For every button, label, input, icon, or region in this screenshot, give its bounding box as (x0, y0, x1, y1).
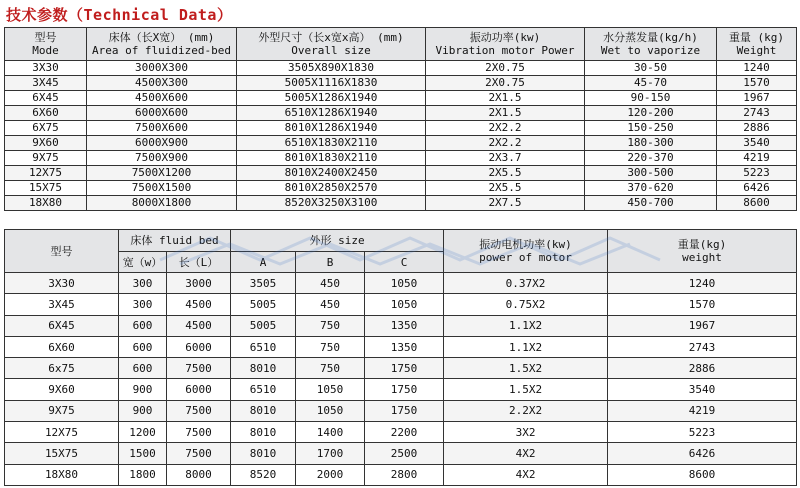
table2-cell: 4X2 (444, 464, 608, 485)
table2-row (5, 443, 797, 464)
table1-cell: 6X60 (5, 106, 87, 121)
table2-cell: 2743 (608, 336, 797, 357)
table1-cell: 6510X1286X1940 (237, 106, 426, 121)
table1-cell: 7500X600 (87, 121, 237, 136)
table1-cell: 2X2.2 (426, 121, 585, 136)
table1-cell: 220-370 (585, 151, 717, 166)
table1-cell: 300-500 (585, 166, 717, 181)
table2-cell: 8010 (231, 422, 296, 443)
table2-cell: 2886 (608, 358, 797, 379)
table1-cell: 45-70 (585, 76, 717, 91)
table2-cell: 9X75 (5, 400, 119, 421)
table1-cell: 2743 (717, 106, 797, 121)
table1-row (5, 106, 797, 121)
table2-header-size: 外形 size (231, 230, 444, 252)
table2-cell: 1.1X2 (444, 315, 608, 336)
table1-header-vaporize: 水分蒸发量(kg/h) Wet to vaporize (585, 28, 717, 61)
table1-cell: 6000X900 (87, 136, 237, 151)
table1-cell: 8010X2400X2450 (237, 166, 426, 181)
table1-cell: 3540 (717, 136, 797, 151)
table1-cell: 3X45 (5, 76, 87, 91)
table1-header-motor-power: 振动功率(kw) Vibration motor Power (426, 28, 585, 61)
table1-cell: 5223 (717, 166, 797, 181)
table2-cell: 3540 (608, 379, 797, 400)
table2-cell: 8010 (231, 400, 296, 421)
table1-row (5, 136, 797, 151)
technical-data-table-2 (4, 229, 797, 486)
page-title (6, 4, 232, 24)
table1-cell: 2X0.75 (426, 76, 585, 91)
table1-cell: 2X3.7 (426, 151, 585, 166)
table2-cell: 1967 (608, 315, 797, 336)
table2-cell: 450 (296, 273, 365, 294)
table1-cell: 6426 (717, 181, 797, 196)
table2-cell: 8010 (231, 443, 296, 464)
table2-cell: 8600 (608, 464, 797, 485)
table2-cell: 1050 (296, 379, 365, 400)
table2-cell: 6X60 (5, 336, 119, 357)
table1-cell: 2X5.5 (426, 181, 585, 196)
table2-cell: 1750 (365, 379, 444, 400)
table1-cell: 2X5.5 (426, 166, 585, 181)
table1-cell: 120-200 (585, 106, 717, 121)
table1-cell: 3505X890X1830 (237, 61, 426, 76)
table2-cell: 6510 (231, 336, 296, 357)
table2-cell: 5005 (231, 294, 296, 315)
table2-cell: 6000 (167, 379, 231, 400)
table1-row (5, 196, 797, 211)
table2-body (5, 273, 797, 486)
table2-cell: 1050 (365, 273, 444, 294)
table2-cell: 600 (119, 315, 167, 336)
table2-header-model: 型号 (5, 230, 119, 273)
table2-cell: 3000 (167, 273, 231, 294)
table2-cell: 1.1X2 (444, 336, 608, 357)
table2-cell: 600 (119, 358, 167, 379)
table1-cell: 7500X1200 (87, 166, 237, 181)
technical-data-table-1 (4, 27, 797, 211)
table1-cell: 1570 (717, 76, 797, 91)
table1-cell: 8520X3250X3100 (237, 196, 426, 211)
table2-cell: 750 (296, 336, 365, 357)
table2-cell: 1.5X2 (444, 379, 608, 400)
table2-row (5, 422, 797, 443)
table2-cell: 6510 (231, 379, 296, 400)
table2-cell: 2200 (365, 422, 444, 443)
table1-cell: 3X30 (5, 61, 87, 76)
table2-header-row-1 (5, 230, 797, 252)
table1-header-model: 型号 Mode (5, 28, 87, 61)
table1-cell: 1240 (717, 61, 797, 76)
table2-header-bed-l: 长（L） (167, 252, 231, 273)
table2-cell: 8000 (167, 464, 231, 485)
table2-cell: 1750 (365, 358, 444, 379)
table2-cell: 750 (296, 358, 365, 379)
table2-row (5, 464, 797, 485)
table1-cell: 8010X1830X2110 (237, 151, 426, 166)
table1-cell: 6X75 (5, 121, 87, 136)
table1-cell: 2886 (717, 121, 797, 136)
table1-cell: 5005X1286X1940 (237, 91, 426, 106)
table1-cell: 30-50 (585, 61, 717, 76)
table2-cell: 2800 (365, 464, 444, 485)
table1-cell: 9X75 (5, 151, 87, 166)
table2-cell: 7500 (167, 443, 231, 464)
table2-cell: 3X45 (5, 294, 119, 315)
table1-cell: 2X1.5 (426, 106, 585, 121)
table1-cell: 450-700 (585, 196, 717, 211)
table2-cell: 300 (119, 294, 167, 315)
table2-header-power: 振动电机功率(kw) power of motor (444, 230, 608, 273)
table2-row (5, 379, 797, 400)
table1-cell: 4500X600 (87, 91, 237, 106)
table2-header-size-a: A (231, 252, 296, 273)
table1-cell: 15X75 (5, 181, 87, 196)
table1-row (5, 151, 797, 166)
table1-cell: 18X80 (5, 196, 87, 211)
table2-cell: 1240 (608, 273, 797, 294)
table2-cell: 9X60 (5, 379, 119, 400)
table2-cell: 8520 (231, 464, 296, 485)
table2-cell: 1500 (119, 443, 167, 464)
table2-cell: 1350 (365, 315, 444, 336)
table2-cell: 6X45 (5, 315, 119, 336)
table1-header-row (5, 28, 797, 61)
table1-cell: 5005X1116X1830 (237, 76, 426, 91)
table1-cell: 9X60 (5, 136, 87, 151)
table2-row (5, 336, 797, 357)
table1-cell: 4219 (717, 151, 797, 166)
table2-cell: 1400 (296, 422, 365, 443)
table2-header-size-c: C (365, 252, 444, 273)
table2-cell: 1350 (365, 336, 444, 357)
table2-cell: 0.75X2 (444, 294, 608, 315)
table2-row (5, 400, 797, 421)
table1-body (5, 61, 797, 211)
table1-cell: 6510X1830X2110 (237, 136, 426, 151)
table1-cell: 7500X1500 (87, 181, 237, 196)
table1-cell: 7500X900 (87, 151, 237, 166)
table1-cell: 1967 (717, 91, 797, 106)
table2-cell: 900 (119, 379, 167, 400)
table2-cell: 1800 (119, 464, 167, 485)
table1-cell: 2X1.5 (426, 91, 585, 106)
table2-cell: 6426 (608, 443, 797, 464)
table1-row (5, 166, 797, 181)
table2-cell: 1.5X2 (444, 358, 608, 379)
title-en: （Technical Data） (68, 6, 233, 24)
table1-cell: 8000X1800 (87, 196, 237, 211)
table2-cell: 1050 (296, 400, 365, 421)
table2-cell: 2000 (296, 464, 365, 485)
table2-cell: 6x75 (5, 358, 119, 379)
table1-cell: 370-620 (585, 181, 717, 196)
table2-cell: 600 (119, 336, 167, 357)
table1-row (5, 181, 797, 196)
table1-row (5, 91, 797, 106)
table1-cell: 8010X1286X1940 (237, 121, 426, 136)
table1-cell: 6X45 (5, 91, 87, 106)
table1-cell: 3000X300 (87, 61, 237, 76)
table2-row (5, 315, 797, 336)
table2-cell: 6000 (167, 336, 231, 357)
table2-cell: 3X30 (5, 273, 119, 294)
table2-cell: 1200 (119, 422, 167, 443)
title-zh: 技术参数 (6, 6, 69, 24)
table2-cell: 2500 (365, 443, 444, 464)
table1-cell: 6000X600 (87, 106, 237, 121)
table2-cell: 450 (296, 294, 365, 315)
table2-cell: 1700 (296, 443, 365, 464)
table1-cell: 8600 (717, 196, 797, 211)
table1-cell: 2X0.75 (426, 61, 585, 76)
table2-header-weight: 重量(kg) weight (608, 230, 797, 273)
table1-header-overall-size: 外型尺寸（长x宽x高） (mm) Overall size (237, 28, 426, 61)
table2-cell: 3X2 (444, 422, 608, 443)
table2-cell: 12X75 (5, 422, 119, 443)
table2-row (5, 358, 797, 379)
table1-header-weight: 重量 (kg) Weight (717, 28, 797, 61)
table2-cell: 4219 (608, 400, 797, 421)
table2-cell: 4500 (167, 315, 231, 336)
table2-header-bed-w: 宽（w） (119, 252, 167, 273)
table2-cell: 18X80 (5, 464, 119, 485)
table1-cell: 8010X2850X2570 (237, 181, 426, 196)
table2-header-bed: 床体 fluid bed (119, 230, 231, 252)
table1-header-bed-area: 床体（长X宽） (mm) Area of fluidized-bed (87, 28, 237, 61)
table1-cell: 2X2.2 (426, 136, 585, 151)
table1-row (5, 121, 797, 136)
table2-cell: 1750 (365, 400, 444, 421)
table2-cell: 1050 (365, 294, 444, 315)
table2-cell: 2.2X2 (444, 400, 608, 421)
table2-cell: 3505 (231, 273, 296, 294)
table2-cell: 15X75 (5, 443, 119, 464)
table2-cell: 8010 (231, 358, 296, 379)
table2-cell: 900 (119, 400, 167, 421)
table2-cell: 4500 (167, 294, 231, 315)
table2-cell: 5005 (231, 315, 296, 336)
table2-cell: 7500 (167, 422, 231, 443)
table1-cell: 12X75 (5, 166, 87, 181)
table2-cell: 7500 (167, 358, 231, 379)
table1-cell: 150-250 (585, 121, 717, 136)
table2-row (5, 273, 797, 294)
table1-cell: 2X7.5 (426, 196, 585, 211)
table2-cell: 7500 (167, 400, 231, 421)
table2-header-size-b: B (296, 252, 365, 273)
table1-cell: 90-150 (585, 91, 717, 106)
table2-cell: 1570 (608, 294, 797, 315)
table1-row (5, 61, 797, 76)
table2-cell: 5223 (608, 422, 797, 443)
table1-cell: 4500X300 (87, 76, 237, 91)
table1-cell: 180-300 (585, 136, 717, 151)
table2-cell: 300 (119, 273, 167, 294)
table2-cell: 0.37X2 (444, 273, 608, 294)
table2-cell: 4X2 (444, 443, 608, 464)
table2-cell: 750 (296, 315, 365, 336)
table2-row (5, 294, 797, 315)
table1-row (5, 76, 797, 91)
